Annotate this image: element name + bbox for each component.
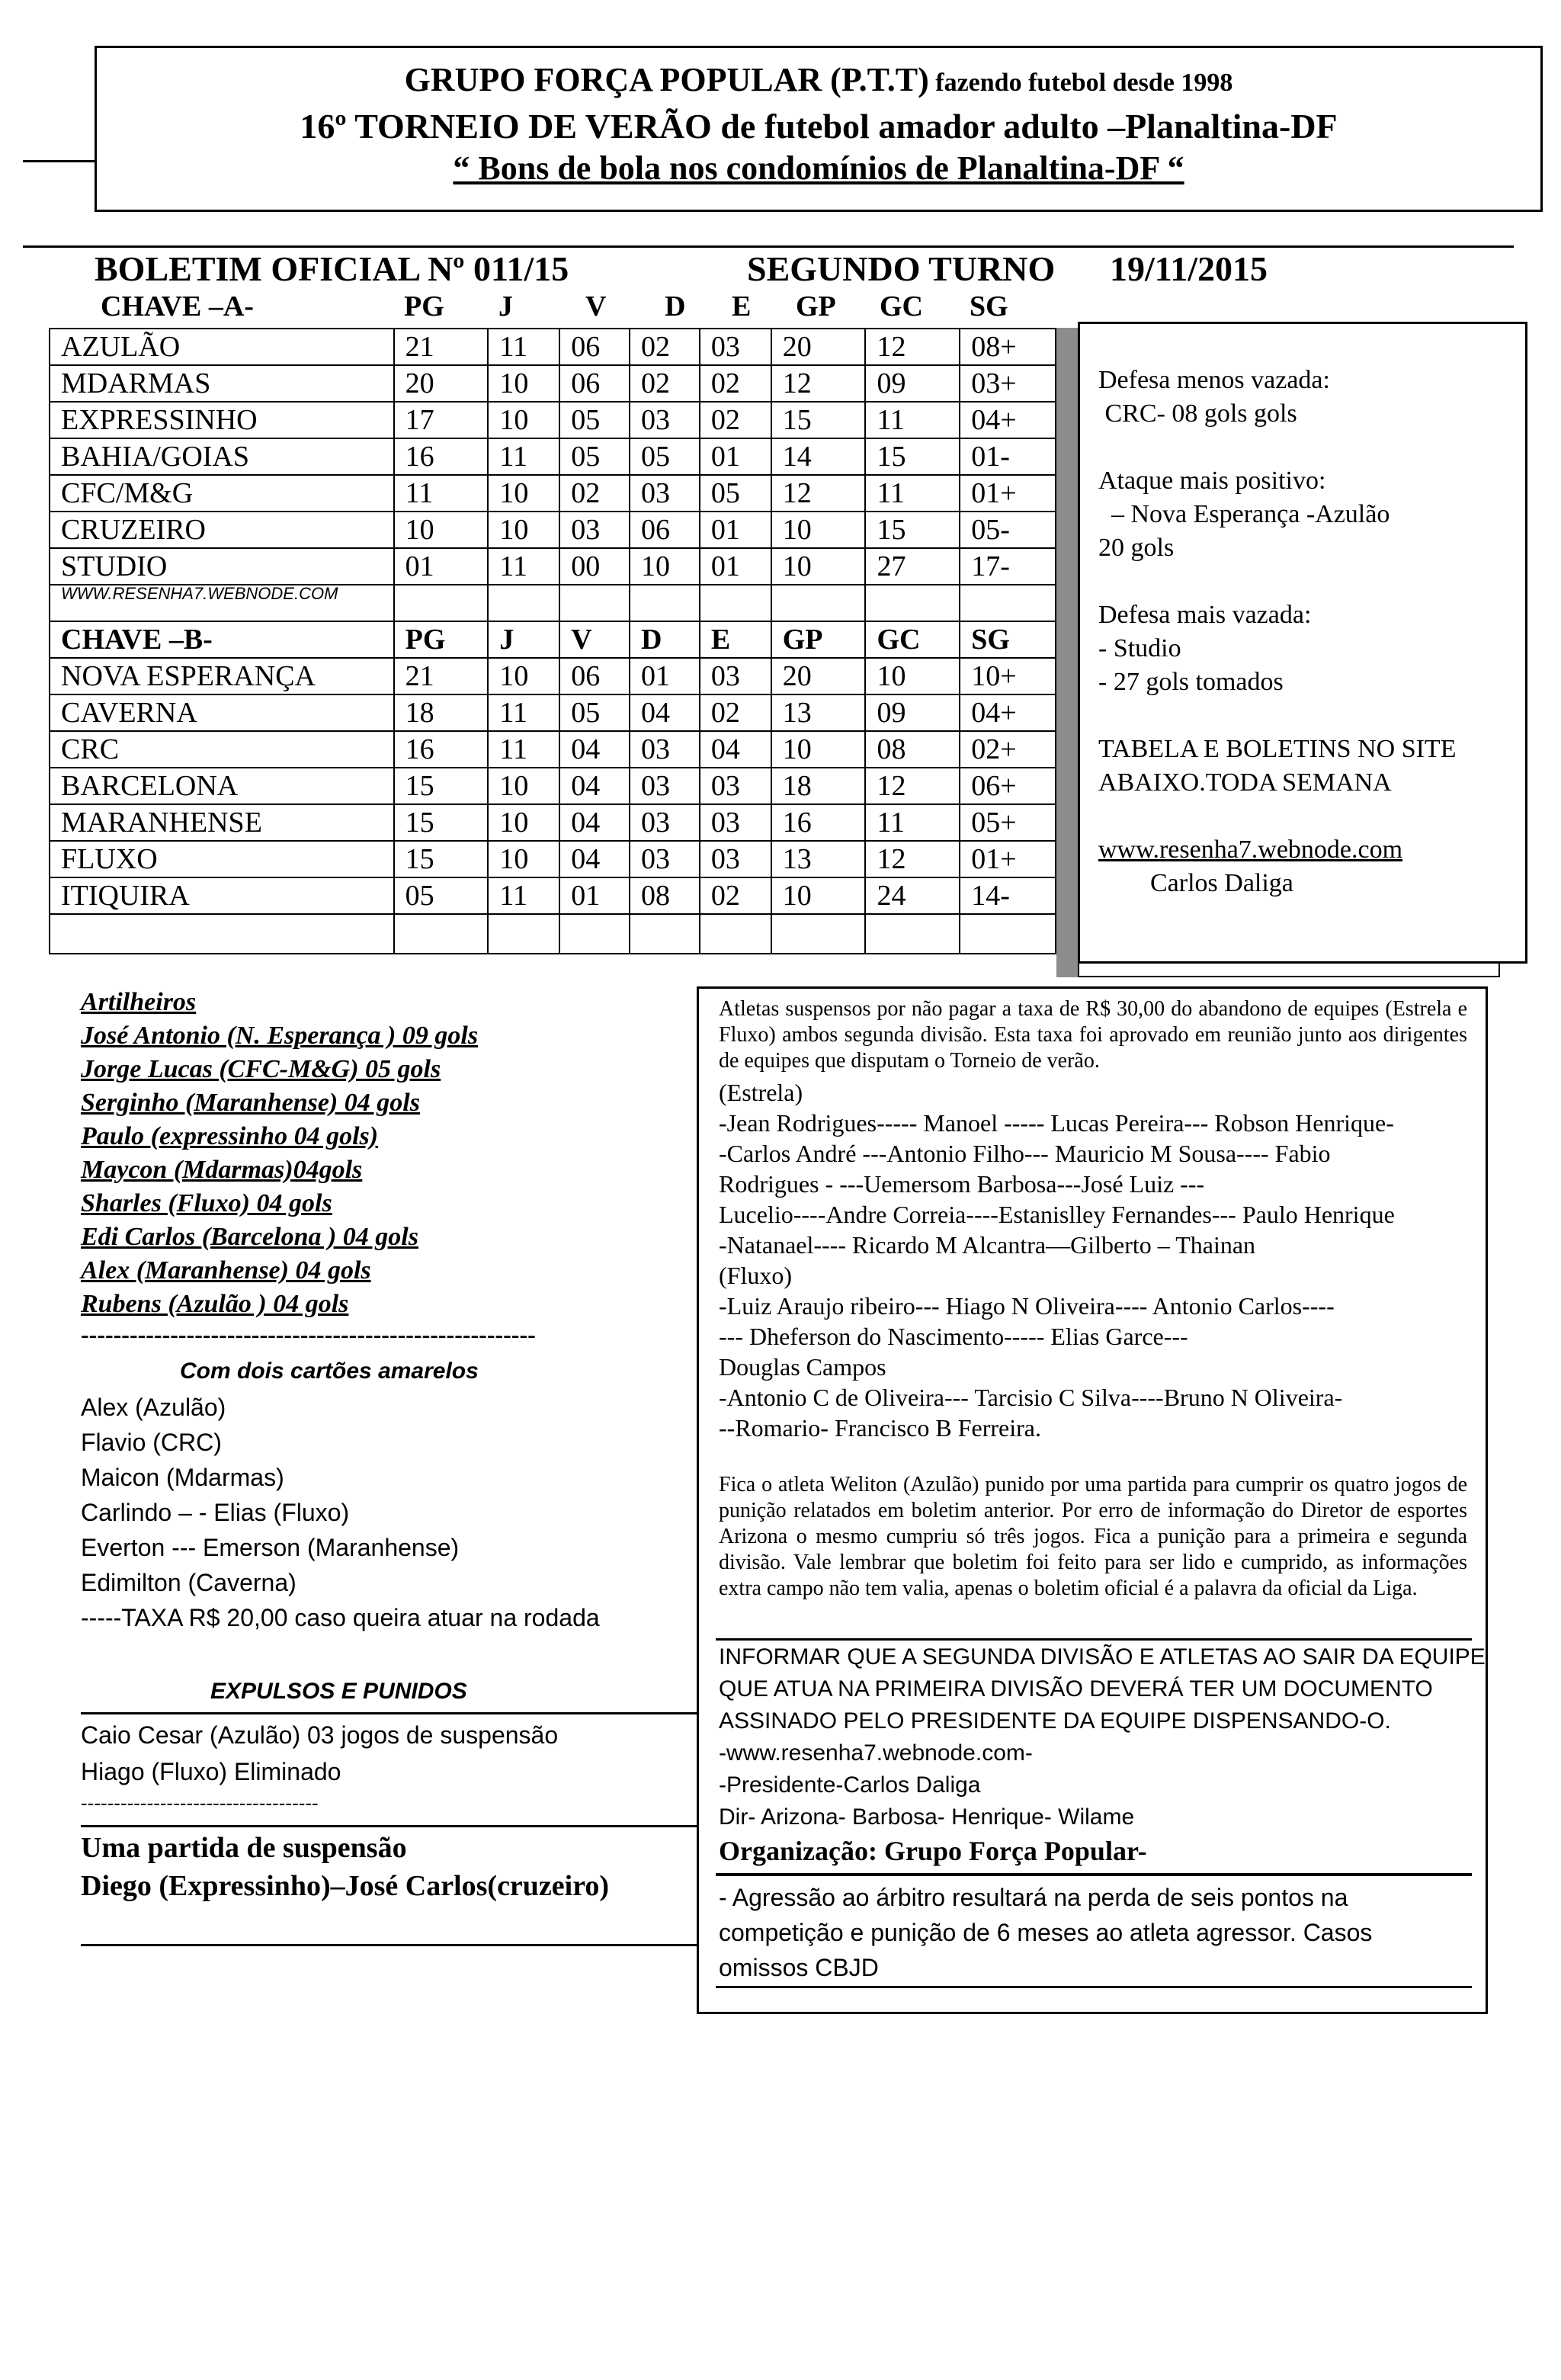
stat-cell: 14- xyxy=(960,877,1056,914)
weliton-notice: Fica o atleta Weliton (Azulão) punido por uma partida para cumprir os quatro jogos de punição relatados em boletim anterior. Por erro de informação do Diretor de esportes Arizona o mesmo cumpriu só três jogos. Fica a punição para a primeira e segunda divisão. Vale lembrar que boletim foi feito para ser lido e cumprido, as informações extra campo não tem valia, apenas o boletim oficial é a palavra da oficial da Liga. xyxy=(719,1473,1467,1600)
scorer-item: José Antonio (N. Esperança ) 09 gols xyxy=(81,1022,479,1050)
header-divider xyxy=(23,245,1514,248)
stat-cell: 10 xyxy=(865,658,960,694)
header-box xyxy=(95,46,1543,212)
stat-cell: 02 xyxy=(630,329,700,365)
stat-cell: 15 xyxy=(771,402,866,438)
stat-cell: 15 xyxy=(865,512,960,548)
stat-cell: 06 xyxy=(630,512,700,548)
fluxo-line: (Fluxo) xyxy=(719,1262,792,1289)
presidente-line: -Presidente-Carlos Daliga xyxy=(719,1772,981,1798)
defesa-mais-line-1: - Studio xyxy=(1098,634,1181,662)
stat-cell: 21 xyxy=(394,329,489,365)
col-gp: GP xyxy=(796,290,836,322)
standings-table xyxy=(49,328,1056,954)
defesa-mais-line-2: - 27 gols tomados xyxy=(1098,668,1284,696)
team-name: BARCELONA xyxy=(50,768,394,804)
informar-line: QUE ATUA NA PRIMEIRA DIVISÃO DEVERÁ TER UM DOCUMENTO xyxy=(719,1676,1433,1702)
scorer-item: Alex (Maranhense) 04 gols xyxy=(81,1256,371,1285)
stat-cell: 03 xyxy=(630,804,700,841)
organizacao-line: Organização: Grupo Força Popular- xyxy=(719,1836,1147,1866)
header-org-name: GRUPO FORÇA POPULAR (P.T.T) xyxy=(404,61,929,98)
col-gp-b: GP xyxy=(771,621,866,658)
suspensao-names: Diego (Expressinho)–José Carlos(cruzeiro) xyxy=(81,1870,610,1902)
stat-cell: 02 xyxy=(700,402,771,438)
estrela-line: -Natanael---- Ricardo M Alcantra—Gilberto – Thainan xyxy=(719,1231,1256,1259)
stat-cell: 17- xyxy=(960,548,1056,585)
col-d: D xyxy=(665,290,686,322)
taxa-line: -----TAXA R$ 20,00 caso queira atuar na rodada xyxy=(81,1604,600,1631)
stat-cell: 13 xyxy=(771,841,866,877)
stat-cell: 06 xyxy=(559,329,630,365)
cartoes-title: Com dois cartões amarelos xyxy=(180,1358,479,1384)
team-name: EXPRESSINHO xyxy=(50,402,394,438)
stat-cell: 09 xyxy=(865,365,960,402)
stat-cell: 04 xyxy=(559,768,630,804)
stat-cell: 11 xyxy=(488,877,559,914)
stat-cell: 06 xyxy=(559,658,630,694)
col-d-b: D xyxy=(630,621,700,658)
bulletin-date: 19/11/2015 xyxy=(1110,249,1268,288)
scorer-item: Rubens (Azulão ) 04 gols xyxy=(81,1290,349,1318)
stat-cell: 17 xyxy=(394,402,489,438)
scorer-item: Sharles (Fluxo) 04 gols xyxy=(81,1189,332,1217)
stat-cell: 20 xyxy=(771,329,866,365)
scorer-item: Serginho (Maranhense) 04 gols xyxy=(81,1089,420,1117)
stat-cell: 03 xyxy=(630,475,700,512)
stat-cell: 10 xyxy=(488,841,559,877)
stat-cell: 11 xyxy=(488,548,559,585)
notices-rule-2 xyxy=(716,1873,1472,1876)
stat-cell: 16 xyxy=(394,438,489,475)
tabela-line-2: ABAIXO.TODA SEMANA xyxy=(1098,768,1392,797)
tabela-line-1: TABELA E BOLETINS NO SITE xyxy=(1098,735,1457,763)
expulsos-rule-bottom xyxy=(81,1825,697,1827)
table-row xyxy=(50,877,1056,914)
fluxo-line: --Romario- Francisco B Ferreira. xyxy=(719,1414,1041,1442)
artilheiros-separator: -------------------------------------------------------- xyxy=(81,1320,536,1348)
stat-cell: 02 xyxy=(700,365,771,402)
stat-cell: 10 xyxy=(488,658,559,694)
stat-cell: 01+ xyxy=(960,841,1056,877)
team-name: CAVERNA xyxy=(50,694,394,731)
col-v: V xyxy=(585,290,607,322)
expulsos-title: EXPULSOS E PUNIDOS xyxy=(210,1679,467,1704)
expulsos-separator: ------------------------------------ xyxy=(81,1791,319,1814)
stat-cell: 01- xyxy=(960,438,1056,475)
table-row xyxy=(50,731,1056,768)
col-pg-b: PG xyxy=(394,621,489,658)
stat-cell: 12 xyxy=(771,475,866,512)
suspension-intro: Atletas suspensos por não pagar a taxa de R$ 30,00 do abandono de equipes (Estrela e Fluxo) ambos segunda divisão. Esta taxa foi aprovado em reunião junto aos dirigentes de equipes que disputam o Torneio de verão. xyxy=(719,997,1467,1073)
stat-cell: 15 xyxy=(394,841,489,877)
stat-cell: 10 xyxy=(394,512,489,548)
stat-cell: 05 xyxy=(630,438,700,475)
stat-cell: 27 xyxy=(865,548,960,585)
table-row xyxy=(50,438,1056,475)
stat-cell: 04 xyxy=(559,731,630,768)
defesa-menos-value: CRC- 08 gols gols xyxy=(1098,399,1297,428)
table-row xyxy=(50,548,1056,585)
team-name: FLUXO xyxy=(50,841,394,877)
team-name: NOVA ESPERANÇA xyxy=(50,658,394,694)
stat-cell: 20 xyxy=(394,365,489,402)
estrela-line: (Estrela) xyxy=(719,1079,803,1106)
stat-cell: 05- xyxy=(960,512,1056,548)
stat-cell: 08+ xyxy=(960,329,1056,365)
stat-cell: 10 xyxy=(488,512,559,548)
stat-cell: 03 xyxy=(700,841,771,877)
table-row xyxy=(50,402,1056,438)
group-a-label: CHAVE –A- xyxy=(101,290,254,322)
table-row xyxy=(50,475,1056,512)
team-name: MARANHENSE xyxy=(50,804,394,841)
col-e: E xyxy=(732,290,752,322)
table-row xyxy=(50,841,1056,877)
header-since: fazendo futebol desde 1998 xyxy=(928,69,1233,97)
expulsos-rule-top xyxy=(81,1712,697,1714)
defesa-menos-title: Defesa menos vazada: xyxy=(1098,366,1330,394)
stat-cell: 03 xyxy=(630,731,700,768)
table-row xyxy=(50,768,1056,804)
stat-cell: 14 xyxy=(771,438,866,475)
fluxo-line: Douglas Campos xyxy=(719,1353,886,1381)
stat-cell: 10 xyxy=(771,512,866,548)
stat-cell: 04 xyxy=(559,804,630,841)
stat-cell: 05 xyxy=(559,438,630,475)
header-left-rule xyxy=(23,160,96,162)
stat-cell: 05 xyxy=(559,402,630,438)
header-tournament: 16º TORNEIO DE VERÃO de futebol amador adulto –Planaltina-DF xyxy=(300,107,1338,146)
expulso-item: Caio Cesar (Azulão) 03 jogos de suspensão xyxy=(81,1721,559,1749)
team-name: AZULÃO xyxy=(50,329,394,365)
stat-cell: 15 xyxy=(394,804,489,841)
agressao-line: competição e punição de 6 meses ao atleta agressor. Casos xyxy=(719,1919,1373,1946)
stat-cell: 04 xyxy=(630,694,700,731)
informar-line: INFORMAR QUE A SEGUNDA DIVISÃO E ATLETAS AO SAIR DA EQUIPE xyxy=(719,1644,1486,1670)
stat-cell: 03 xyxy=(700,658,771,694)
stat-cell: 01 xyxy=(630,658,700,694)
table-row xyxy=(50,365,1056,402)
stat-cell: 01+ xyxy=(960,475,1056,512)
team-name: STUDIO xyxy=(50,548,394,585)
estrela-line: -Jean Rodrigues----- Manoel ----- Lucas Pereira--- Robson Henrique- xyxy=(719,1109,1394,1137)
site-cell: WWW.RESENHA7.WEBNODE.COM xyxy=(50,585,394,621)
agressao-line: - Agressão ao árbitro resultará na perda de seis pontos na xyxy=(719,1884,1348,1911)
team-name: CFC/M&G xyxy=(50,475,394,512)
stat-cell: 04 xyxy=(559,841,630,877)
defesa-mais-title: Defesa mais vazada: xyxy=(1098,601,1312,629)
stat-cell: 10+ xyxy=(960,658,1056,694)
stat-cell: 10 xyxy=(630,548,700,585)
stat-cell: 15 xyxy=(394,768,489,804)
bulletin-line xyxy=(95,249,1268,289)
card-item: Edimilton (Caverna) xyxy=(81,1569,296,1596)
stat-cell: 01 xyxy=(394,548,489,585)
header-line-1 xyxy=(97,60,1540,99)
table-edge-rule xyxy=(1078,964,1500,977)
estrela-line: Rodrigues - ---Uemersom Barbosa---José Luiz --- xyxy=(719,1170,1205,1198)
card-item: Flavio (CRC) xyxy=(81,1429,222,1456)
stat-cell: 10 xyxy=(488,365,559,402)
stat-cell: 13 xyxy=(771,694,866,731)
site-line[interactable]: -www.resenha7.webnode.com- xyxy=(719,1740,1033,1766)
table-row xyxy=(50,804,1056,841)
stat-cell: 04+ xyxy=(960,402,1056,438)
author: Carlos Daliga xyxy=(1098,869,1293,897)
group-b-header-row xyxy=(50,621,1056,658)
stat-cell: 02+ xyxy=(960,731,1056,768)
bulletin-title: BOLETIM OFICIAL Nº 011/15 xyxy=(95,249,569,288)
group-b-label: CHAVE –B- xyxy=(50,621,394,658)
stat-cell: 02 xyxy=(559,475,630,512)
col-gc-b: GC xyxy=(865,621,960,658)
stat-cell: 01 xyxy=(700,512,771,548)
header-slogan: “ Bons de bola nos condomínios de Planaltina-DF “ xyxy=(453,149,1184,187)
ataque-line-1: – Nova Esperança -Azulão xyxy=(1098,500,1390,528)
stat-cell: 10 xyxy=(771,731,866,768)
stat-cell: 10 xyxy=(488,402,559,438)
stat-cell: 05 xyxy=(559,694,630,731)
stat-cell: 10 xyxy=(488,804,559,841)
stat-cell: 04 xyxy=(700,731,771,768)
stat-cell: 03+ xyxy=(960,365,1056,402)
stat-cell: 08 xyxy=(865,731,960,768)
suspensao-title: Uma partida de suspensão xyxy=(81,1832,407,1864)
stat-cell: 01 xyxy=(559,877,630,914)
team-name: MDARMAS xyxy=(50,365,394,402)
col-j: J xyxy=(498,290,513,322)
table-row xyxy=(50,512,1056,548)
stat-cell: 11 xyxy=(865,804,960,841)
stat-cell: 06+ xyxy=(960,768,1056,804)
stat-cell: 21 xyxy=(394,658,489,694)
stat-cell: 00 xyxy=(559,548,630,585)
stat-cell: 05 xyxy=(700,475,771,512)
site-link[interactable]: www.resenha7.webnode.com xyxy=(1098,836,1403,864)
stat-cell: 01 xyxy=(700,438,771,475)
stat-cell: 12 xyxy=(865,841,960,877)
stat-cell: 11 xyxy=(488,329,559,365)
col-j-b: J xyxy=(488,621,559,658)
col-sg: SG xyxy=(970,290,1008,322)
stat-cell: 12 xyxy=(771,365,866,402)
stat-cell: 05+ xyxy=(960,804,1056,841)
stat-cell: 06 xyxy=(559,365,630,402)
diretoria-line: Dir- Arizona- Barbosa- Henrique- Wilame xyxy=(719,1804,1135,1830)
stat-cell: 15 xyxy=(865,438,960,475)
team-name: ITIQUIRA xyxy=(50,877,394,914)
empty-row xyxy=(50,914,1056,954)
col-e-b: E xyxy=(700,621,771,658)
stat-cell: 10 xyxy=(771,548,866,585)
stat-cell: 10 xyxy=(488,475,559,512)
stat-cell: 02 xyxy=(700,694,771,731)
card-item: Alex (Azulão) xyxy=(81,1394,226,1421)
card-item: Maicon (Mdarmas) xyxy=(81,1464,284,1491)
stat-cell: 03 xyxy=(700,768,771,804)
stats-info-box xyxy=(1078,322,1527,964)
scorer-item: Maycon (Mdarmas)04gols xyxy=(81,1156,363,1184)
stat-cell: 18 xyxy=(771,768,866,804)
stat-cell: 11 xyxy=(488,438,559,475)
team-name: BAHIA/GOIAS xyxy=(50,438,394,475)
stat-cell: 10 xyxy=(771,877,866,914)
stat-cell: 20 xyxy=(771,658,866,694)
estrela-line: -Carlos André ---Antonio Filho--- Mauricio M Sousa---- Fabio xyxy=(719,1140,1331,1167)
col-pg: PG xyxy=(404,290,444,322)
stat-cell: 18 xyxy=(394,694,489,731)
estrela-line: Lucelio----Andre Correia----Estanislley Fernandes--- Paulo Henrique xyxy=(719,1201,1395,1228)
stat-cell: 10 xyxy=(488,768,559,804)
stat-cell: 03 xyxy=(559,512,630,548)
bulletin-turno: SEGUNDO TURNO xyxy=(747,249,1056,288)
artilheiros-title: Artilheiros xyxy=(81,988,197,1016)
col-sg-b: SG xyxy=(960,621,1056,658)
expulso-item: Hiago (Fluxo) Eliminado xyxy=(81,1758,341,1785)
team-name: CRUZEIRO xyxy=(50,512,394,548)
notices-rule-3 xyxy=(716,1986,1472,1988)
notices-box xyxy=(697,986,1488,2014)
agressao-line: omissos CBJD xyxy=(719,1954,879,1981)
stat-cell: 03 xyxy=(630,402,700,438)
suspensao-rule xyxy=(81,1944,697,1946)
stat-cell: 16 xyxy=(394,731,489,768)
table-edge-shade xyxy=(1056,328,1078,977)
stat-cell: 03 xyxy=(630,841,700,877)
stat-cell: 04+ xyxy=(960,694,1056,731)
stat-cell: 11 xyxy=(394,475,489,512)
ataque-line-2: 20 gols xyxy=(1098,534,1175,562)
stat-cell: 12 xyxy=(865,329,960,365)
col-gc: GC xyxy=(880,290,923,322)
table-row xyxy=(50,658,1056,694)
card-item: Carlindo – - Elias (Fluxo) xyxy=(81,1499,350,1526)
stat-cell: 05 xyxy=(394,877,489,914)
stat-cell: 03 xyxy=(700,804,771,841)
stat-cell: 09 xyxy=(865,694,960,731)
stat-cell: 11 xyxy=(488,731,559,768)
stat-cell: 11 xyxy=(865,475,960,512)
stat-cell: 03 xyxy=(630,768,700,804)
fluxo-line: -Luiz Araujo ribeiro--- Hiago N Oliveira---- Antonio Carlos---- xyxy=(719,1292,1335,1320)
stat-cell: 08 xyxy=(630,877,700,914)
stat-cell: 11 xyxy=(865,402,960,438)
stat-cell: 12 xyxy=(865,768,960,804)
informar-line: ASSINADO PELO PRESIDENTE DA EQUIPE DISPENSANDO-O. xyxy=(719,1708,1391,1734)
stat-cell: 01 xyxy=(700,548,771,585)
card-item: Everton --- Emerson (Maranhense) xyxy=(81,1534,460,1561)
stat-cell: 02 xyxy=(630,365,700,402)
stat-cell: 24 xyxy=(865,877,960,914)
stat-cell: 03 xyxy=(700,329,771,365)
table-row xyxy=(50,694,1056,731)
stat-cell: 16 xyxy=(771,804,866,841)
stat-cell: 02 xyxy=(700,877,771,914)
fluxo-line: --- Dheferson do Nascimento----- Elias Garce--- xyxy=(719,1323,1188,1350)
team-name: CRC xyxy=(50,731,394,768)
scorer-item: Paulo (expressinho 04 gols) xyxy=(81,1122,379,1150)
notices-rule-1 xyxy=(716,1638,1472,1641)
table-row xyxy=(50,329,1056,365)
ataque-title: Ataque mais positivo: xyxy=(1098,467,1326,495)
site-row xyxy=(50,585,1056,621)
fluxo-line: -Antonio C de Oliveira--- Tarcisio C Silva----Bruno N Oliveira- xyxy=(719,1384,1343,1411)
col-v-b: V xyxy=(559,621,630,658)
scorer-item: Jorge Lucas (CFC-M&G) 05 gols xyxy=(81,1055,441,1083)
stat-cell: 11 xyxy=(488,694,559,731)
scorer-item: Edi Carlos (Barcelona ) 04 gols xyxy=(81,1223,418,1251)
